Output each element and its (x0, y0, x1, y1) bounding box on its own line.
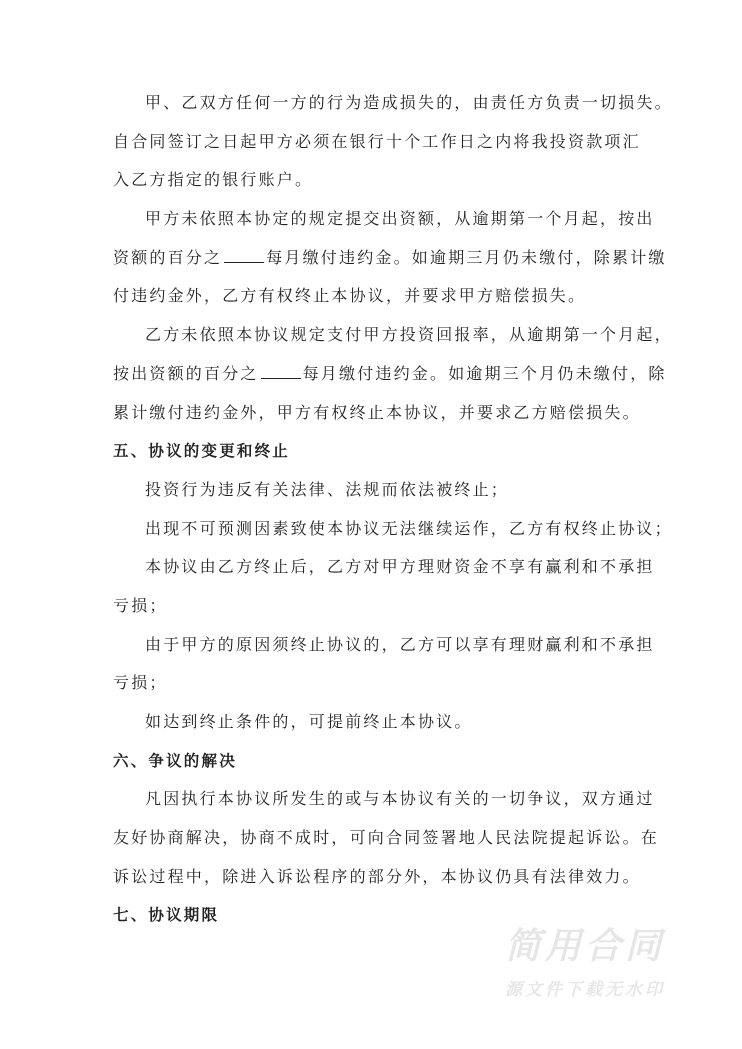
text-line: 本协议由乙方终止后，乙方对甲方理财资金不享有赢利和不承担 (145, 557, 655, 577)
text-line: 如达到终止条件的，可提前终止本协议。 (145, 712, 473, 731)
text-line: 累计缴付违约金外，甲方有权终止本协议，并要求乙方赔偿损失。 (113, 402, 641, 422)
blank-fill-field (224, 248, 264, 263)
watermark-title: 简用合同 (505, 926, 666, 967)
text-line: 友好协商解决，协商不成时，可向合同签署地人民法院提起诉讼。在 (113, 828, 660, 848)
text-line: 乙方未依照本协议规定支付甲方投资回报率，从逾期第一个月起， (145, 325, 673, 345)
text-segment: 按出资额的百分之 (113, 363, 259, 383)
watermark-subtitle: 源文件下载无水印 (505, 980, 665, 1000)
section-heading: 七、协议期限 (113, 906, 220, 925)
text-segment: 每月缴付违约金。如逾期三个月仍未缴付，除 (302, 363, 667, 383)
text-line: 付违约金外，乙方有权终止本协议，并要求甲方赔偿损失。 (113, 286, 587, 306)
section-heading: 五、协议的变更和终止 (113, 442, 291, 461)
section-heading: 六、争议的解决 (113, 751, 237, 770)
text-line: 诉讼过程中，除进入诉讼程序的部分外，本协议仍具有法律效力。 (113, 866, 641, 886)
watermark-logo (505, 918, 665, 1000)
text-line: 出现不可预测因素致使本协议无法继续运作，乙方有权终止协议； (145, 518, 673, 538)
text-line: 自合同签订之日起甲方必须在银行十个工作日之内将我投资款项汇 (113, 131, 641, 151)
text-segment: 每月缴付违约金。如逾期三月仍未缴付，除累计缴 (266, 247, 667, 267)
document-body (113, 84, 693, 935)
text-line: 亏损； (113, 595, 168, 615)
text-line: 投资行为违反有关法律、法规而依法被终止； (145, 479, 510, 499)
text-line: 亏损； (113, 673, 168, 693)
blank-fill-field (261, 364, 301, 379)
text-line: 甲、乙双方任何一方的行为造成损失的，由责任方负责一切损失。 (145, 93, 673, 112)
text-line: 甲方未依照本协定的规定提交出资额，从逾期第一个月起，按出 (145, 209, 655, 229)
text-line: 入乙方指定的银行账户。 (113, 170, 314, 190)
text-line: 由于甲方的原因须终止协议的，乙方可以享有理财赢利和不承担 (145, 634, 655, 654)
text-line: 凡因执行本协议所发生的或与本协议有关的一切争议，双方通过 (145, 789, 655, 809)
text-segment: 资额的百分之 (113, 247, 223, 267)
text-line (113, 239, 693, 278)
text-line (113, 355, 693, 394)
